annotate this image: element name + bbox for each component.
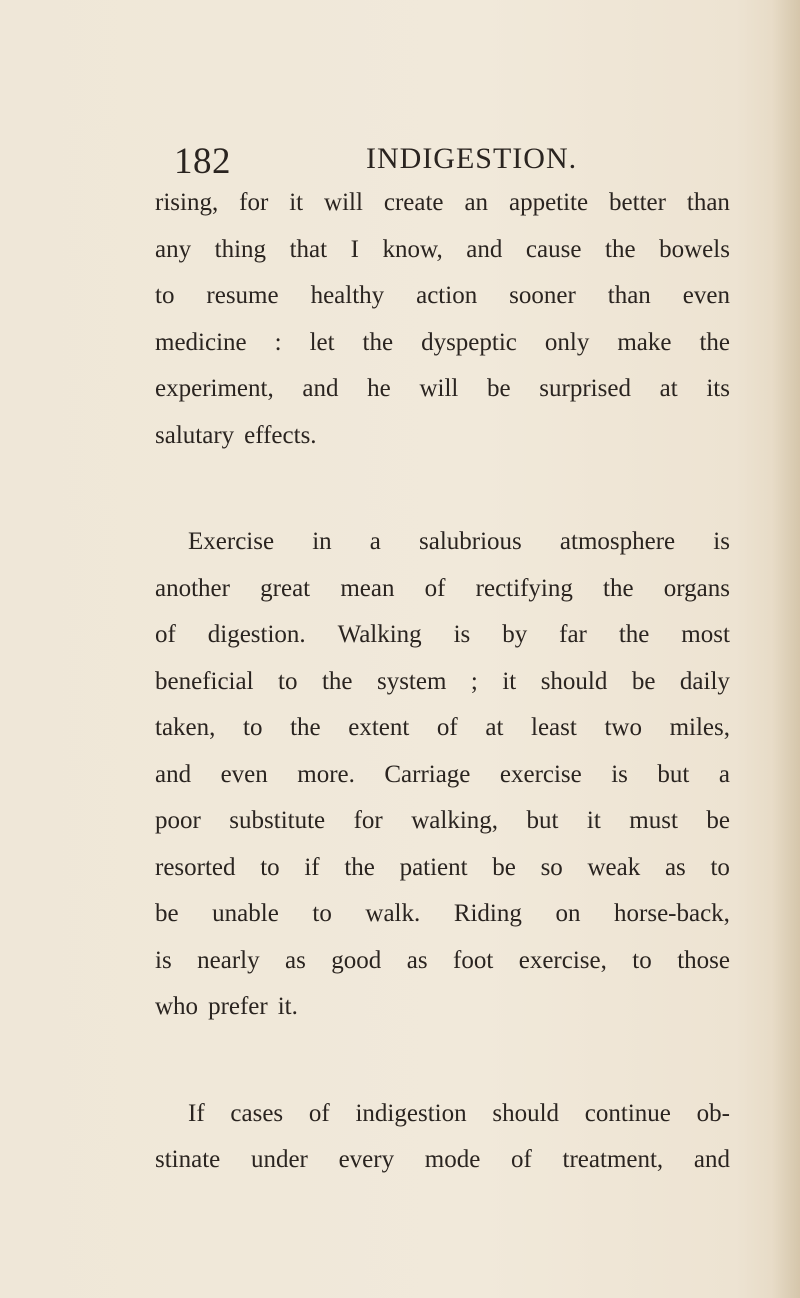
word: experiment, xyxy=(155,375,274,402)
text-line xyxy=(155,413,730,460)
word: great xyxy=(260,574,311,602)
text-line xyxy=(155,798,730,845)
word: the xyxy=(603,574,634,602)
word: as xyxy=(664,853,686,881)
word: salubrious xyxy=(419,528,522,555)
word: but xyxy=(526,807,559,834)
word: most xyxy=(681,621,730,648)
word: that xyxy=(289,235,328,263)
word: treatment, xyxy=(562,1146,664,1173)
word: better xyxy=(609,189,666,216)
text-line xyxy=(155,752,730,799)
word: will xyxy=(419,375,459,402)
word: beneficial xyxy=(155,667,254,695)
word: substitute xyxy=(229,807,326,834)
word: to xyxy=(312,900,332,927)
word: the xyxy=(699,328,730,356)
word: extent xyxy=(348,714,410,741)
word: under xyxy=(250,1146,308,1173)
word: more. xyxy=(297,760,355,788)
word: weak xyxy=(587,853,641,881)
paragraph-3 xyxy=(155,1091,730,1184)
word: cases xyxy=(230,1099,284,1127)
word: let xyxy=(309,328,335,356)
word: nearly xyxy=(197,946,260,974)
word: who xyxy=(155,993,199,1020)
text-line xyxy=(155,320,730,367)
word: atmosphere xyxy=(559,528,676,555)
text-line xyxy=(155,273,730,320)
word: will xyxy=(324,189,363,216)
word: is xyxy=(611,760,628,788)
word: dyspeptic xyxy=(421,328,517,356)
word: ob- xyxy=(696,1099,730,1127)
body-text xyxy=(155,180,730,1184)
text-line xyxy=(155,227,730,274)
page-header xyxy=(174,140,694,184)
word: it xyxy=(586,807,601,834)
word: it xyxy=(502,667,517,695)
word: taken, xyxy=(155,714,216,741)
word: rising, xyxy=(155,189,219,216)
word: of xyxy=(308,1099,330,1127)
word: surprised xyxy=(539,375,631,402)
word: its xyxy=(706,375,730,402)
word: ; xyxy=(470,667,478,695)
word: create xyxy=(383,189,444,216)
word: mean xyxy=(340,574,395,602)
word: miles, xyxy=(669,714,730,741)
word: even xyxy=(220,760,268,788)
text-line xyxy=(155,1137,730,1184)
word: poor xyxy=(155,807,201,834)
word: be xyxy=(487,375,511,402)
word: and xyxy=(466,235,503,263)
text-line xyxy=(155,938,730,985)
word: is xyxy=(155,946,172,974)
paragraph-1 xyxy=(155,180,730,459)
word: for xyxy=(353,807,383,834)
word: must xyxy=(629,807,678,834)
text-line xyxy=(155,180,730,227)
word: good xyxy=(331,946,382,974)
word: far xyxy=(559,621,587,648)
word: even xyxy=(682,282,730,309)
word: bowels xyxy=(659,235,730,263)
word: to xyxy=(710,853,730,881)
word: at xyxy=(659,375,678,402)
word: daily xyxy=(679,667,730,695)
word: medicine xyxy=(155,328,247,356)
text-line xyxy=(155,891,730,938)
word: walk. xyxy=(365,900,421,927)
word: to xyxy=(155,282,175,309)
word: if xyxy=(304,853,320,881)
text-line xyxy=(155,519,730,566)
word: of xyxy=(155,621,176,648)
text-line xyxy=(155,845,730,892)
word: by xyxy=(502,621,528,648)
word: every xyxy=(338,1146,395,1173)
word: to xyxy=(243,714,263,741)
word: a xyxy=(718,760,730,788)
word: than xyxy=(686,189,730,216)
word: should xyxy=(540,667,608,695)
word: as xyxy=(285,946,306,974)
word: be xyxy=(631,667,656,695)
word: an xyxy=(464,189,489,216)
text-line xyxy=(155,566,730,613)
word: horse-back, xyxy=(614,900,730,927)
word: at xyxy=(485,714,504,741)
word: so xyxy=(540,853,563,881)
word: rectifying xyxy=(475,574,573,602)
word: is xyxy=(713,528,730,555)
page-edge-shadow xyxy=(772,0,800,1298)
word: on xyxy=(555,900,581,927)
text-line xyxy=(155,659,730,706)
word: prefer xyxy=(208,993,268,1020)
word: it. xyxy=(277,993,298,1020)
word: to xyxy=(260,853,280,881)
word: Exercise xyxy=(188,528,275,555)
word: healthy xyxy=(310,282,385,309)
word: Walking xyxy=(337,621,422,648)
word: the xyxy=(605,235,636,263)
word: the xyxy=(290,714,321,741)
word: appetite xyxy=(508,189,589,216)
word: and xyxy=(155,760,192,788)
word: than xyxy=(607,282,651,309)
word: be xyxy=(492,853,516,881)
word: resume xyxy=(206,282,279,309)
word: be xyxy=(155,900,179,927)
text-line xyxy=(155,366,730,413)
word: continue xyxy=(584,1099,671,1127)
word: indigestion xyxy=(355,1099,467,1127)
word: the xyxy=(362,328,394,356)
word: effects. xyxy=(244,421,317,449)
word: system xyxy=(376,667,447,695)
text-line xyxy=(155,705,730,752)
text-line xyxy=(155,984,730,1031)
word: Carriage xyxy=(384,760,471,788)
word: to xyxy=(632,946,652,974)
word: only xyxy=(544,328,590,356)
word: in xyxy=(312,528,332,555)
word: sooner xyxy=(509,282,576,309)
word: he xyxy=(367,375,391,402)
word: should xyxy=(492,1099,560,1127)
word: those xyxy=(677,946,730,974)
word: unable xyxy=(212,900,279,927)
word: for xyxy=(239,189,269,216)
word: of xyxy=(436,714,458,741)
word: foot xyxy=(453,946,494,974)
word: and xyxy=(302,375,339,402)
word: thing xyxy=(214,235,267,263)
word: know, xyxy=(382,235,443,263)
word: I xyxy=(350,235,359,263)
word: is xyxy=(453,621,471,648)
word: least xyxy=(531,714,577,741)
word: the xyxy=(618,621,650,648)
word: make xyxy=(617,328,672,356)
word: resorted xyxy=(155,853,236,881)
text-line xyxy=(155,612,730,659)
word: be xyxy=(706,807,730,834)
word: as xyxy=(406,946,428,974)
word: to xyxy=(278,667,298,695)
word: organs xyxy=(663,574,730,602)
text-line xyxy=(155,1091,730,1138)
word: action xyxy=(416,282,478,309)
running-head: INDIGESTION. xyxy=(366,142,578,175)
word: another xyxy=(155,574,230,602)
word: of xyxy=(424,574,446,602)
word: but xyxy=(657,760,690,788)
page-number: 182 xyxy=(174,141,231,182)
word: patient xyxy=(399,853,468,881)
word: exercise, xyxy=(518,946,607,974)
word: salutary xyxy=(155,421,235,449)
word: a xyxy=(369,528,381,555)
word: any xyxy=(155,235,192,263)
word: the xyxy=(344,853,375,881)
word: the xyxy=(321,667,353,695)
paragraph-2 xyxy=(155,519,730,1031)
word: of xyxy=(511,1146,532,1173)
word: walking, xyxy=(411,807,499,834)
word: two xyxy=(604,714,642,741)
word: digestion. xyxy=(207,621,306,648)
word: it xyxy=(289,189,304,216)
word: exercise xyxy=(499,760,582,788)
word: If xyxy=(188,1099,205,1127)
word: Riding xyxy=(453,900,522,927)
word: : xyxy=(274,328,282,356)
word: cause xyxy=(525,235,582,263)
word: mode xyxy=(424,1146,481,1173)
word: stinate xyxy=(155,1146,221,1173)
word: and xyxy=(693,1146,730,1173)
